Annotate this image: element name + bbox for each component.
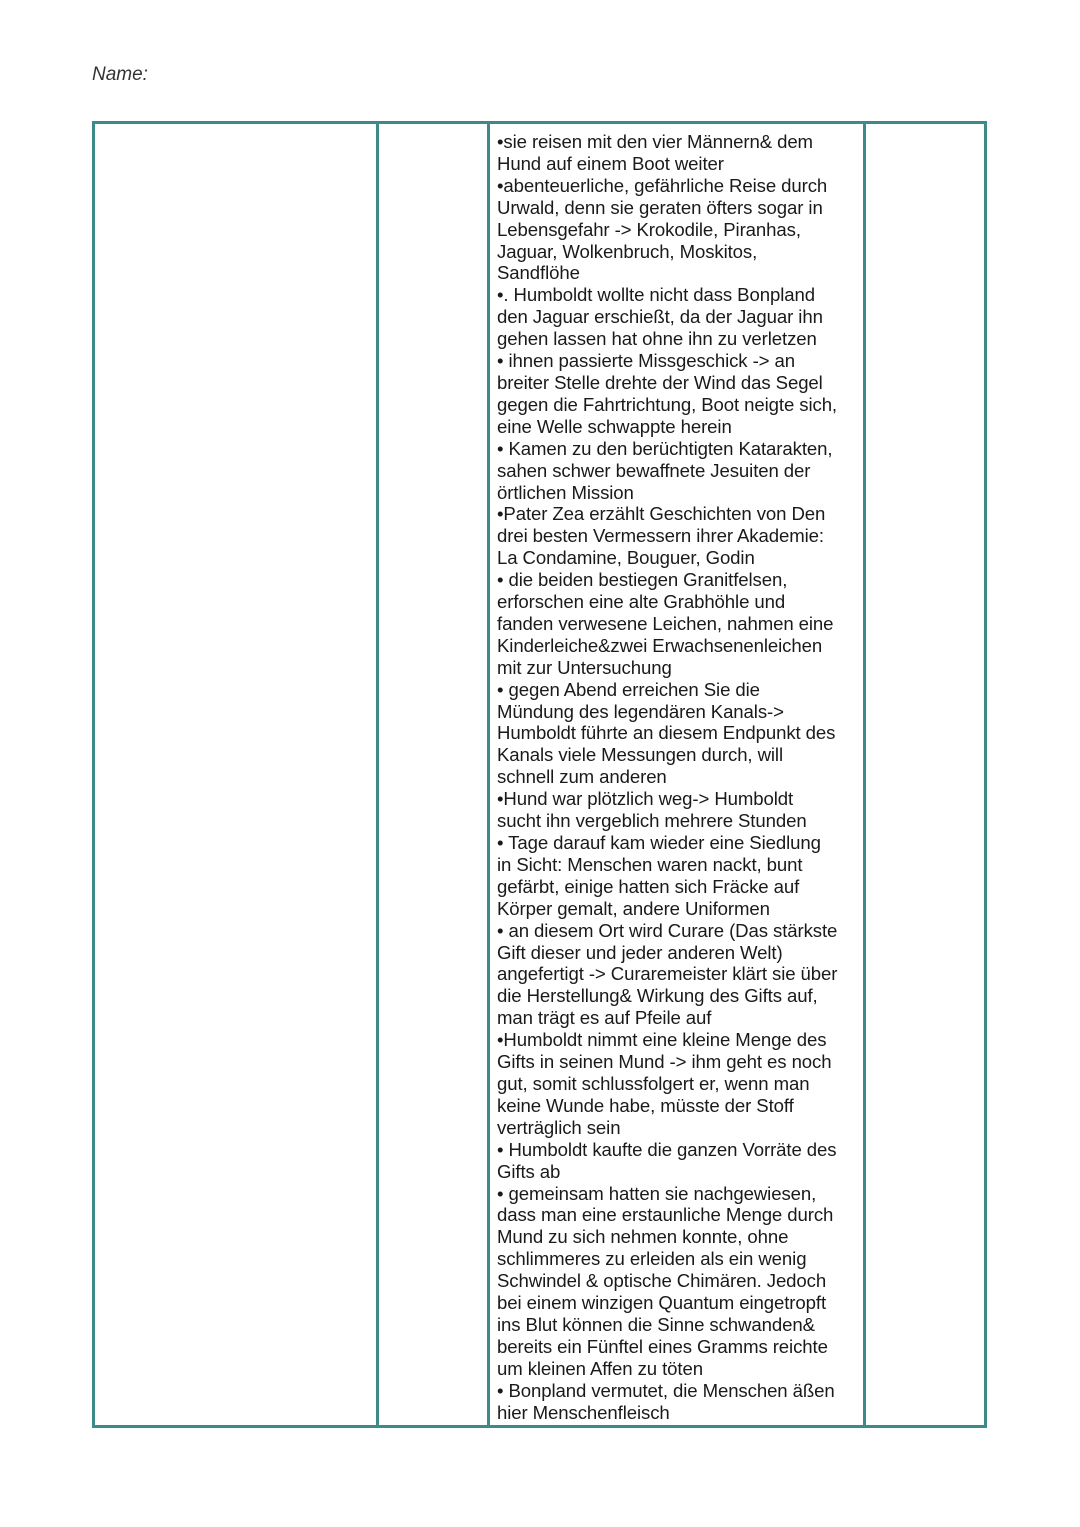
notes-line: • gemeinsam hatten sie nachgewiesen,	[497, 1182, 817, 1204]
notes-line: Humboldt führte an diesem Endpunkt des	[497, 722, 836, 744]
notes-line: Gifts in seinen Mund -> ihm geht es noch	[497, 1051, 832, 1073]
table-column-1	[95, 124, 379, 1425]
notes-line: • Tage darauf kam wieder eine Siedlung	[497, 832, 821, 853]
notes-line: gehen lassen hat ohne ihn zu verletzen	[497, 328, 817, 350]
notes-line: gegen die Fahrtrichtung, Boot neigte sich,	[497, 393, 838, 415]
notes-line: örtlichen Mission	[497, 481, 634, 503]
notes-line: • an diesem Ort wird Curare (Das stärkste	[497, 919, 838, 941]
notes-line: Körper gemalt, andere Uniformen	[497, 897, 770, 919]
notes-line: in Sicht: Menschen waren nackt, bunt	[497, 853, 803, 875]
notes-line: gefärbt, einige hatten sich Fräcke auf	[497, 875, 800, 897]
notes-line: • Bonpland vermutet, die Menschen äßen	[497, 1379, 835, 1401]
notes-line: sahen schwer bewaffnete Jesuiten der	[497, 459, 811, 481]
notes-line: Gift dieser und jeder anderen Welt)	[497, 941, 783, 963]
notes-table	[92, 121, 987, 1428]
notes-line: hier Menschenfleisch	[497, 1401, 670, 1423]
notes-line: •Humboldt nimmt eine kleine Menge des	[497, 1029, 827, 1051]
notes-line: • ihnen passierte Missgeschick -> an	[497, 350, 795, 372]
notes-line: • Humboldt kaufte die ganzen Vorräte des	[497, 1138, 837, 1160]
table-column-notes	[490, 124, 866, 1425]
notes-line: Lebensgefahr -> Krokodile, Piranhas,	[497, 218, 801, 240]
notes-line: um kleinen Affen zu töten	[497, 1357, 703, 1379]
notes-line: La Condamine, Bouguer, Godin	[497, 547, 755, 569]
notes-line: •Hund war plötzlich weg-> Humboldt	[497, 788, 794, 810]
notes-line: fanden verwesene Leichen, nahmen eine	[497, 612, 834, 634]
name-label: Name:	[92, 64, 148, 85]
notes-line: • gegen Abend erreichen Sie die	[497, 678, 760, 700]
table-column-4	[866, 124, 984, 1425]
notes-line: mit zur Untersuchung	[497, 656, 672, 678]
notes-line: Hund auf einem Boot weiter	[497, 152, 724, 174]
notes-line: schlimmeres zu erleiden als ein wenig	[497, 1248, 807, 1270]
notes-line: bereits ein Fünftel eines Gramms reichte	[497, 1335, 828, 1357]
notes-line: Gifts ab	[497, 1160, 561, 1182]
notes-line: •. Humboldt wollte nicht dass Bonpland	[497, 284, 815, 306]
notes-line: sucht ihn vergeblich mehrere Stunden	[497, 810, 807, 832]
notes-line: Schwindel & optische Chimären. Jedoch	[497, 1270, 827, 1292]
notes-line: •Pater Zea erzählt Geschichten von Den	[497, 503, 826, 525]
notes-line: Urwald, denn sie geraten öfters sogar in	[497, 196, 823, 218]
notes-line: breiter Stelle drehte der Wind das Segel	[497, 371, 823, 393]
notes-line: angefertigt -> Curaremeister klärt sie über	[497, 963, 838, 985]
table-column-2	[379, 124, 490, 1425]
notes-line: bei einem winzigen Quantum eingetropft	[497, 1292, 827, 1314]
notes-line: die Herstellung& Wirkung des Gifts auf,	[497, 985, 818, 1007]
notes-line: Sandflöhe	[497, 262, 580, 284]
notes-line: erforschen eine alte Grabhöhle und	[497, 591, 786, 613]
notes-line: Jaguar, Wolkenbruch, Moskitos,	[497, 240, 758, 262]
notes-line: gut, somit schlussfolgert er, wenn man	[497, 1072, 810, 1094]
notes-line: Kanals viele Messungen durch, will	[497, 744, 783, 766]
notes-line: den Jaguar erschießt, da der Jaguar ihn	[497, 306, 823, 328]
notes-line: ins Blut können die Sinne schwanden&	[497, 1313, 815, 1335]
notes-line: Mündung des legendären Kanals->	[497, 700, 784, 722]
notes-line: keine Wunde habe, müsste der Stoff	[497, 1094, 794, 1116]
notes-line: •abenteuerliche, gefährliche Reise durch	[497, 174, 828, 196]
notes-line: eine Welle schwappte herein	[497, 415, 732, 437]
notes-line: Mund zu sich nehmen konnte, ohne	[497, 1226, 789, 1248]
notes-line: •sie reisen mit den vier Männern& dem	[497, 131, 813, 152]
notes-line: • die beiden bestiegen Granitfelsen,	[497, 569, 788, 591]
notes-line: dass man eine erstaunliche Menge durch	[497, 1204, 834, 1226]
notes-line: verträglich sein	[497, 1116, 621, 1138]
notes-line: • Kamen zu den berüchtigten Katarakten,	[497, 437, 833, 459]
notes-line: Kinderleiche&zwei Erwachsenenleichen	[497, 634, 823, 656]
notes-line: schnell zum anderen	[497, 766, 667, 788]
notes-line: man trägt es auf Pfeile auf	[497, 1007, 712, 1029]
notes-line: drei besten Vermessern ihrer Akademie:	[497, 525, 824, 547]
